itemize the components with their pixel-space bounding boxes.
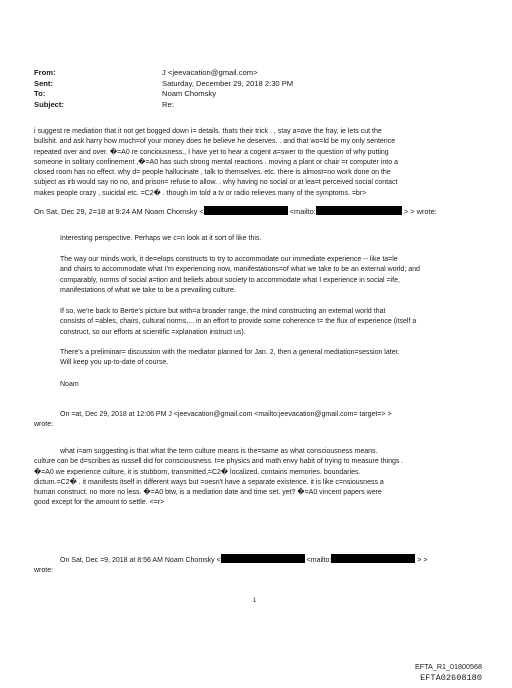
text-line: bullshit. and ask harry how much=of your money does he believe he deserves. . and that wo=ld be my only sentence	[34, 138, 396, 146]
quote-intro: On Sat, Dec =9, 2018 at 8:56 AM Noam Chomsky <	[60, 557, 221, 564]
mailto-text: <mailto:	[306, 557, 332, 564]
text-line: dictum.=C2� . it manifests itself in different ways but =oesn't have a separate existence. it is like c=nsiousness a	[34, 478, 384, 486]
body-paragraph-4	[60, 307, 416, 338]
body-paragraph-3	[34, 255, 420, 296]
page-number: 1	[253, 598, 257, 604]
text-line: repeated over and over. �=A0 re conciousness., I have yet to hear a cogent a=swer to the question of why putting	[34, 148, 389, 156]
text-line: makes people crazy , suicidal etc. =C2� . though im told a tv or radio relieves many of the symptoms. =br>	[34, 189, 367, 197]
text-line: comparably, norms of social a=tion and beliefs about society to accommodate what I experience in social =ife,	[60, 276, 400, 284]
text-line: On =at, Dec 29, 2018 at 12:06 PM J <jeevacation@gmail.com <mailto:jeevacation@gmail.com= target=> >	[60, 411, 392, 418]
body-paragraph-6	[34, 447, 403, 509]
wrote-text: > > wrote:	[403, 207, 437, 216]
quoted-header-1	[34, 206, 437, 217]
text-line: subject as irb would say no no, and prison= refuse to allow. . why having no social or at lea=t perceived social contact	[34, 179, 398, 187]
text-line: �=A0 we experience culture, it is stubborn, transmitted,=C2� localized. contains memories. boundaries.	[34, 468, 361, 476]
text-line: good except for the amount to settle. <=r>	[34, 499, 165, 507]
redaction-box	[204, 206, 288, 215]
from-label: From:	[34, 68, 56, 77]
text-line: closed room has no effect. why d= people hallucinate , talk to themselves. etc. there is almost=no work done on the	[34, 169, 391, 177]
body-paragraph-2	[60, 234, 261, 244]
text-line: Will keep you up-to-date of course.	[60, 359, 169, 367]
quoted-header-3	[34, 554, 427, 577]
wrote-text: > >	[417, 557, 428, 564]
text-line: There's a preliminar= discussion with the mediator planned for Jan. 2, then a general mediation=session later.	[60, 349, 400, 356]
signature	[60, 380, 79, 390]
body-paragraph-1	[34, 127, 398, 199]
subject-label: Subject:	[34, 99, 64, 109]
to-label: To:	[34, 89, 46, 98]
text-line: If so, we're back to Bertie's picture but with=a broader range, the mind constructing an external world that	[60, 308, 386, 315]
text-line: manifestations of what we take to be a prevailing culture.	[60, 286, 236, 294]
redaction-box	[221, 554, 305, 563]
text-line: human construct. no more no less. �=A0 btw, is a mediation date and time set. yet? �=A0 vincent papers were	[34, 489, 382, 497]
mailto-text: <mailto:	[289, 207, 316, 216]
efta-id-small: EFTA_R1_01800568	[415, 662, 482, 671]
subject-value: Re:	[162, 99, 174, 109]
text-line: culture can be d=scribes as russell did for consciousness. t=e physics and math envy habit of trying to measure things .	[34, 458, 404, 466]
redaction-box	[331, 554, 415, 563]
sent-value: Saturday, December 29, 2018 2:30 PM	[162, 78, 294, 88]
text-line: Interesting perspective. Perhaps we c=n look at it sort of like this.	[60, 235, 262, 242]
text-line: wrote:	[34, 421, 54, 429]
text-line: i suggest re mediation that it not get bogged down i= details. thats their trick . , stay a=ove the fray, ie lets cut the	[34, 128, 382, 135]
to-value: Noam Chomsky	[162, 89, 217, 98]
text-line: The way our minds work, it de=elops constructs to try to accommodate our immediate experience -- like ta=le	[60, 256, 398, 263]
redaction-box	[316, 206, 402, 215]
text-line: what i=am suggesting is that what the term culture means is the=same as what consciousness means.	[60, 448, 378, 455]
text-line: construct, so our efforts at scientific =xplanation instruct us).	[60, 328, 246, 336]
text-line: wrote:	[34, 567, 54, 575]
quoted-header-2	[34, 410, 392, 431]
text-line: and chairs to accommodate what I'm experiencing now, manifestations=of what we take to be an external world; and	[60, 266, 420, 274]
efta-id-large: EFTA02608180	[420, 673, 482, 683]
text-line: someone in solitary confinement ,�=A0 has such strong mental reactions . moving a plant or chair =r computer into a	[34, 158, 398, 166]
from-value: J <jeevacation@gmail.com>	[162, 68, 258, 77]
body-paragraph-5	[60, 348, 399, 369]
quote-intro: On Sat, Dec 29, 2=18 at 9:24 AM Noam Chomsky <	[34, 207, 204, 216]
sent-label: Sent:	[34, 78, 53, 88]
text-line: Noam	[60, 381, 79, 388]
text-line: consists of =ables, chairs, cultural norms,... in an effort to provide some coherence t= the flux of experience (itself a	[60, 318, 417, 326]
